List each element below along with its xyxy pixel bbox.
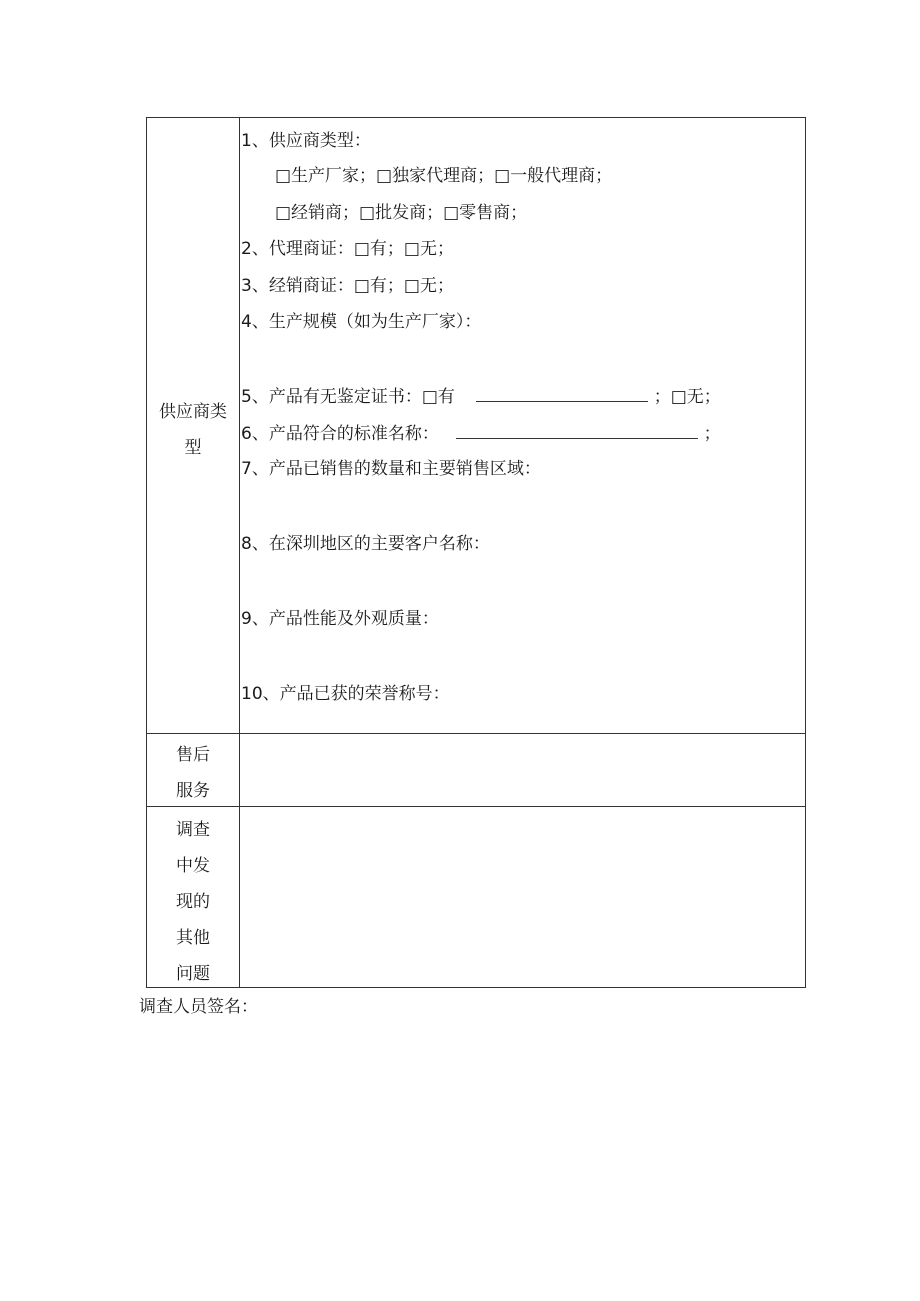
item-appraisal-certificate — [241, 385, 721, 408]
item-agent-certificate[interactable]: 2、代理商证：□有；□无； — [241, 239, 454, 259]
label-line: 问题 — [176, 964, 210, 984]
item-honors: 10、产品已获的荣誉称号： — [241, 684, 450, 704]
label-line: 调查 — [176, 820, 210, 840]
label-line: 其他 — [176, 928, 210, 948]
row-divider-1 — [147, 733, 805, 734]
item-performance-quality: 9、产品性能及外观质量： — [241, 609, 439, 629]
item-distributor-certificate[interactable]: 3、经销商证：□有；□无； — [241, 276, 454, 296]
appraisal-no-option[interactable]: ；□无； — [653, 387, 721, 407]
investigator-signature: 调查人员签名： — [139, 997, 258, 1017]
supplier-type-options-1[interactable]: □生产厂家；□独家代理商；□一般代理商； — [275, 166, 613, 186]
item-standard-name — [241, 422, 721, 445]
label-line: 中发 — [176, 856, 210, 876]
label-line: 服务 — [176, 781, 210, 801]
column-divider — [239, 118, 240, 987]
standard-name-question: 6、产品符合的标准名称： — [241, 424, 439, 444]
row-divider-2 — [147, 806, 805, 807]
item-production-scale: 4、生产规模（如为生产厂家）： — [241, 312, 482, 332]
label-line: 现的 — [176, 892, 210, 912]
label-line: 售后 — [176, 745, 210, 765]
item-supplier-type: 1、供应商类型： — [241, 131, 371, 151]
standard-name-blank-field[interactable] — [456, 422, 698, 439]
supplier-survey-table — [146, 117, 806, 988]
row-label-supplier-type: 供应商类型 — [159, 402, 227, 458]
row-label-other-issues — [147, 812, 239, 992]
item-sales-volume-region: 7、产品已销售的数量和主要销售区域： — [241, 459, 541, 479]
supplier-type-options-2[interactable]: □经销商；□批发商；□零售商； — [275, 203, 528, 223]
appraisal-question[interactable]: 5、产品有无鉴定证书：□有 — [241, 387, 455, 407]
row-label-after-sales — [147, 737, 239, 809]
appraisal-blank-field[interactable] — [476, 385, 648, 402]
item-shenzhen-customers: 8、在深圳地区的主要客户名称： — [241, 534, 490, 554]
standard-name-end: ； — [703, 424, 721, 444]
